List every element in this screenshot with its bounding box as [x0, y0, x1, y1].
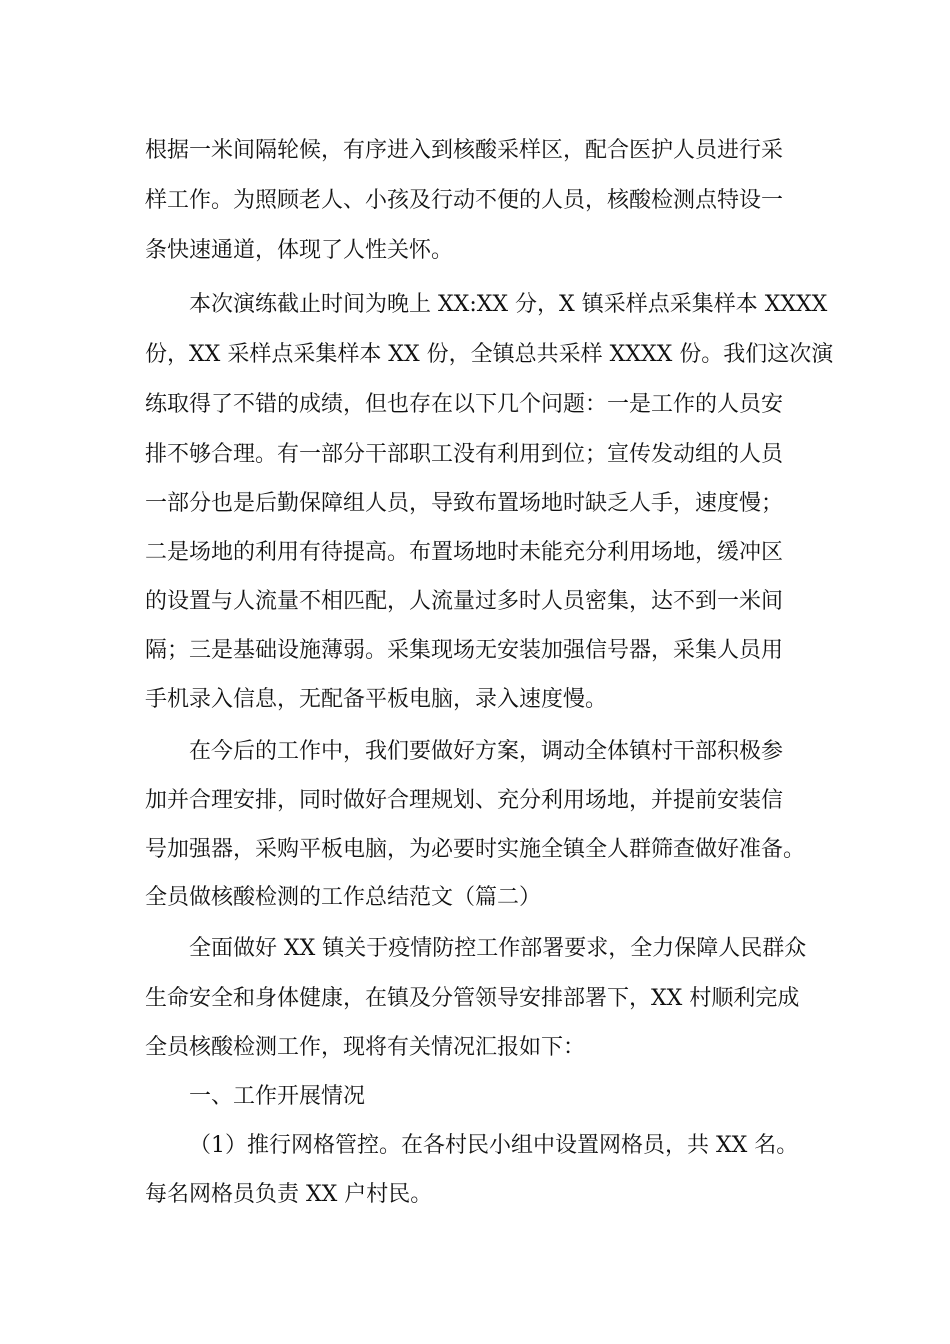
text-line: 本次演练截止时间为晚上 XX:XX 分，X 镇采样点采集样本 XXXX — [189, 292, 828, 317]
text-line: （1）推行网格管控。在各村民小组中设置网格员，共 XX 名。 — [189, 1133, 799, 1158]
text-line: 二是场地的利用有待提高。布置场地时未能充分利用场地，缓冲区 — [145, 540, 784, 565]
text-line: 的设置与人流量不相匹配，人流量过多时人员密集，达不到一米间 — [145, 589, 784, 614]
text-line: 一部分也是后勤保障组人员，导致布置场地时缺乏人手，速度慢； — [145, 491, 784, 516]
text-line: 在今后的工作中，我们要做好方案，调动全体镇村干部积极参 — [189, 739, 784, 764]
text-line: 生命安全和身体健康，在镇及分管领导安排部署下，XX 村顺利完成 — [145, 986, 800, 1011]
subheading: 一、工作开展情况 — [189, 1084, 366, 1109]
text-line: 隔；三是基础设施薄弱。采集现场无安装加强信号器，采集人员用 — [145, 638, 784, 663]
text-line: 练取得了不错的成绩，但也存在以下几个问题：一是工作的人员安 — [145, 392, 784, 417]
text-line: 样工作。为照顾老人、小孩及行动不便的人员，核酸检测点特设一 — [145, 188, 784, 213]
section-heading: 全员做核酸检测的工作总结范文（篇二） — [145, 885, 542, 910]
text-line: 排不够合理。有一部分干部职工没有利用到位；宣传发动组的人员 — [145, 442, 784, 467]
text-line: 每名网格员负责 XX 户村民。 — [145, 1182, 433, 1207]
text-line: 手机录入信息，无配备平板电脑，录入速度慢。 — [145, 687, 608, 712]
text-line: 根据一米间隔轮候，有序进入到核酸采样区，配合医护人员进行采 — [145, 138, 784, 163]
text-line: 加并合理安排，同时做好合理规划、充分利用场地，并提前安装信 — [145, 788, 784, 813]
text-line: 号加强器，采购平板电脑，为必要时实施全镇全人群筛查做好准备。 — [145, 837, 806, 862]
text-line: 全员核酸检测工作，现将有关情况汇报如下： — [145, 1035, 586, 1060]
text-line: 全面做好 XX 镇关于疫情防控工作部署要求，全力保障人民群众 — [189, 936, 807, 961]
text-line: 份，XX 采样点采集样本 XX 份，全镇总共采样 XXXX 份。我们这次演 — [145, 342, 834, 367]
text-line: 条快速通道，体现了人性关怀。 — [145, 238, 454, 263]
